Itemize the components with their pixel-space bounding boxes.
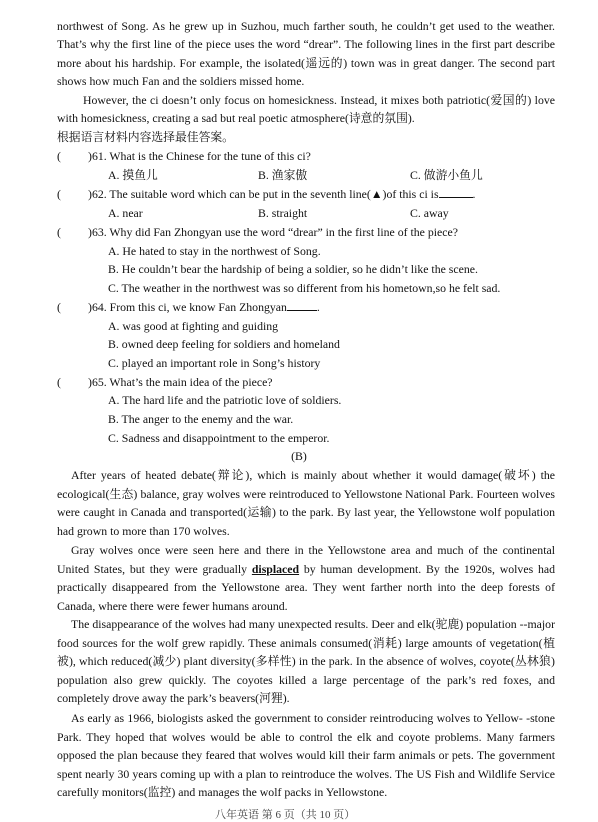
answer-paren-close: )	[88, 187, 92, 201]
q63-option-a: A. He hated to stay in the northwest of Song.	[108, 244, 321, 258]
q63-option-c: C. The weather in the northwest was so different from his hometown,so he felt sad.	[108, 281, 501, 295]
passage-a-paragraph-1: northwest of Song. As he grew up in Suzhou, much farther south, he couldn’t get used to the weather. That’s why the first line of the piece uses the word “drear”. The following lines in the first part describe more about his hardship. For example, the isolated(遥远的) town was in great danger. The second part shows how much Fan and the soldiers missed home.	[57, 19, 555, 89]
page-footer: 八年英语 第 6 页（共 10 页）	[215, 809, 356, 821]
q61-option-c: C. 做游小鱼儿	[410, 168, 483, 182]
passage-b-paragraph-4: As early as 1966, biologists asked the government to consider reintroducing wolves to Yellow- -stone Park. They hoped that wolves would be able to control the elk and coyote problems. Many farmers opposed the plan because they feared that wolves would kill their farm animals or pets. The government spent nearly 30 years coming up with a plan to reintroduce the wolves. The US Fish and Wildlife Service carefully monitors(监控) and manages the wolf packs in Yellowstone.	[57, 711, 555, 800]
passage-b-paragraph-1: After years of heated debate(辩论), which is mainly about whether it would damage(破坏) the ecological(生态) balance, gray wolves were reintroduced to Yellowstone National Park. Fourteen wolves were caught in Canada and transported(运输) to the park. By last year, the Yellowstone wolf population had grown to more than 170 wolves.	[57, 468, 555, 538]
question-65-text: 65. What’s the main idea of the piece?	[91, 375, 273, 389]
answer-paren-open: (	[57, 300, 61, 314]
question-64	[57, 298, 320, 316]
underlined-word-displaced: displaced	[251, 561, 300, 576]
q62-option-b: B. straight	[258, 206, 308, 220]
question-63-text: 63. Why did Fan Zhongyan use the word “drear” in the first line of the piece?	[91, 225, 458, 239]
passage-a-paragraph-2: However, the ci doesn’t only focus on homesickness. Instead, it mixes both patriotic(爱国的) love with homesickness, creating a sad but real poetic atmosphere(诗意的氛围).	[57, 93, 555, 126]
answer-blank	[439, 186, 473, 198]
instruction-text: 根据语言材料内容选择最佳答案。	[57, 130, 234, 144]
p2-text-after: by human development. By the 1920s, wolves had practically disappeared from the Yellowstone area. They went farther north into the deep forests of Canada, where there were fewer humans around.	[57, 561, 555, 613]
answer-paren-open: (	[57, 225, 61, 239]
question-62	[57, 185, 476, 203]
q65-option-a: A. The hard life and the patriotic love of soldiers.	[108, 393, 342, 407]
question-64-period: .	[316, 300, 320, 314]
section-b-heading: (B)	[291, 449, 307, 463]
question-63	[57, 223, 458, 241]
q62-option-a: A. near	[108, 206, 143, 220]
answer-paren-open: (	[57, 187, 61, 201]
question-62-period: .	[472, 187, 476, 201]
answer-paren-open: (	[57, 375, 61, 389]
q65-option-b: B. The anger to the enemy and the war.	[108, 412, 294, 426]
q64-option-c: C. played an important role in Song’s history	[108, 356, 321, 370]
q61-option-b: B. 渔家傲	[258, 168, 308, 182]
answer-paren-close: )	[88, 300, 92, 314]
question-64-text: 64. From this ci, we know Fan Zhongyan	[91, 300, 287, 314]
answer-blank	[287, 299, 317, 311]
answer-paren-close: )	[88, 225, 92, 239]
answer-paren-close: )	[88, 375, 92, 389]
question-61-text: 61. What is the Chinese for the tune of this ci?	[91, 149, 311, 163]
passage-b-paragraph-3: The disappearance of the wolves had many unexpected results. Deer and elk(驼鹿) population --major food sources for the wolf grew rapidly. These animals consumed(消耗) large amounts of vegetation(植被), which reduced(减少) plant diversity(多样性) in the park. In the absence of wolves, coyote(丛林狼) population also grew quickly. The coyotes killed a large percentage of the park’s red foxes, and completely drove away the park’s beavers(河狸).	[57, 617, 555, 706]
q64-option-b: B. owned deep feeling for soldiers and homeland	[108, 337, 340, 351]
q62-option-c: C. away	[410, 206, 449, 220]
q63-option-b: B. He couldn’t bear the hardship of being a soldier, so he didn’t like the scene.	[108, 262, 478, 276]
q64-option-a: A. was good at fighting and guiding	[108, 319, 279, 333]
q61-option-a: A. 摸鱼儿	[108, 168, 158, 182]
question-61	[57, 147, 311, 165]
question-65	[57, 373, 273, 391]
q65-option-c: C. Sadness and disappointment to the emperor.	[108, 431, 330, 445]
passage-b-paragraph-2	[57, 541, 555, 615]
answer-paren-close: )	[88, 149, 92, 163]
question-62-text: 62. The suitable word which can be put in the seventh line(▲)of this ci is	[91, 187, 439, 201]
p2-text-before: Gray wolves once were seen here and there in the Yellowstone area and much of the continental United States, but they were gradually	[57, 543, 555, 576]
answer-paren-open: (	[57, 149, 61, 163]
